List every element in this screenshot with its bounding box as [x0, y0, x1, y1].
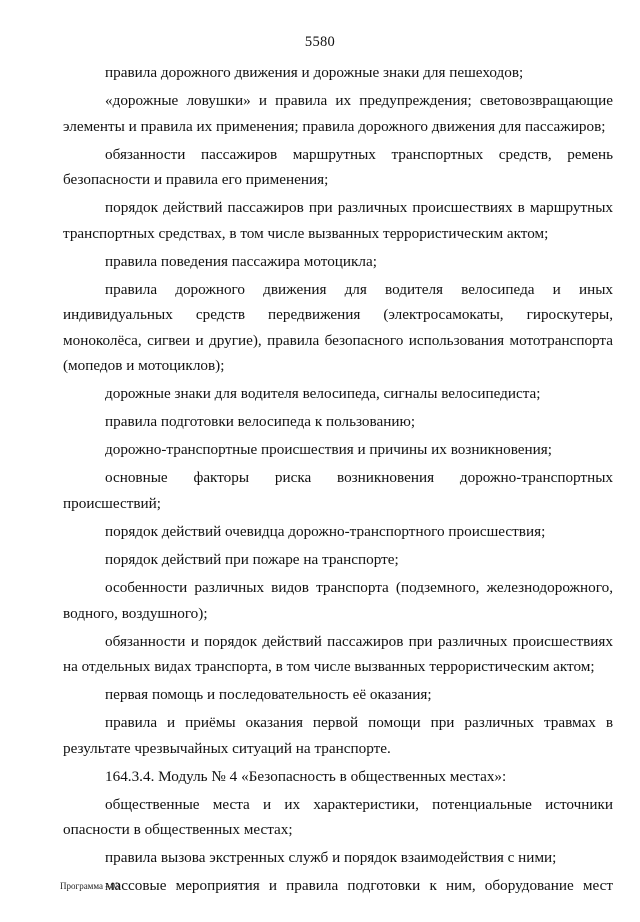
paragraph: общественные места и их характеристики, потенциальные источники опасности в общественных местах; — [63, 795, 613, 839]
paragraph: обязанности и порядок действий пассажиров при различных происшествиях на отдельных видах транспорта, в том числе вызванных террористическим актом; — [63, 632, 613, 676]
paragraph: порядок действий очевидца дорожно-транспортного происшествия; — [105, 523, 546, 540]
paragraph: правила и приёмы оказания первой помощи при различных травмах в результате чрезвычайных ситуаций на транспорте. — [63, 714, 613, 757]
paragraph: порядок действий при пожаре на транспорте; — [105, 550, 399, 568]
paragraph: основные факторы риска возникновения дорожно-транспортных происшествий; — [63, 469, 613, 513]
paragraph: дорожно-транспортные происшествия и причины их возникновения; — [105, 441, 552, 459]
paragraph: особенности различных видов транспорта (подземного, железнодорожного, водного, воздушного); — [63, 578, 613, 622]
paragraph: первая помощь и последовательность её оказания; — [105, 686, 432, 704]
page-number: 5580 — [304, 34, 336, 50]
paragraph: правила поведения пассажира мотоцикла; — [105, 252, 377, 270]
paragraph: правила дорожного движения и дорожные знаки для пешеходов; — [105, 64, 524, 81]
paragraph: обязанности пассажиров маршрутных транспортных средств, ремень безопасности и правила его применения; — [63, 145, 613, 189]
paragraph: «дорожные ловушки» и правила их предупреждения; световозвращающие элементы и правила их применения; правила дорожного движения для пассажиров; — [63, 91, 613, 135]
paragraph: правила вызова экстренных служб и порядок взаимодействия с ними; — [105, 849, 557, 867]
paragraph: массовые мероприятия и правила подготовки к ним, оборудование мест — [105, 877, 613, 895]
paragraph: правила дорожного движения для водителя велосипеда и иных индивидуальных средств передвижения (электросамокаты, гироскутеры, моноколёса, сигвеи и другие), правила безопасного использования мототранспорта (мопедов и мотоциклов); — [63, 280, 613, 375]
body-text — [63, 60, 613, 901]
paragraph: правила подготовки велосипеда к пользованию; — [105, 413, 416, 431]
paragraph: порядок действий пассажиров при различных происшествиях в маршрутных транспортных средствах, в том числе вызванных террористическим актом; — [63, 199, 613, 242]
footer-label: Программа - 03 — [60, 881, 120, 891]
paragraph: дорожные знаки для водителя велосипеда, сигналы велосипедиста; — [105, 385, 541, 403]
section-heading: 164.3.4. Модуль № 4 «Безопасность в общественных местах»: — [105, 767, 507, 785]
